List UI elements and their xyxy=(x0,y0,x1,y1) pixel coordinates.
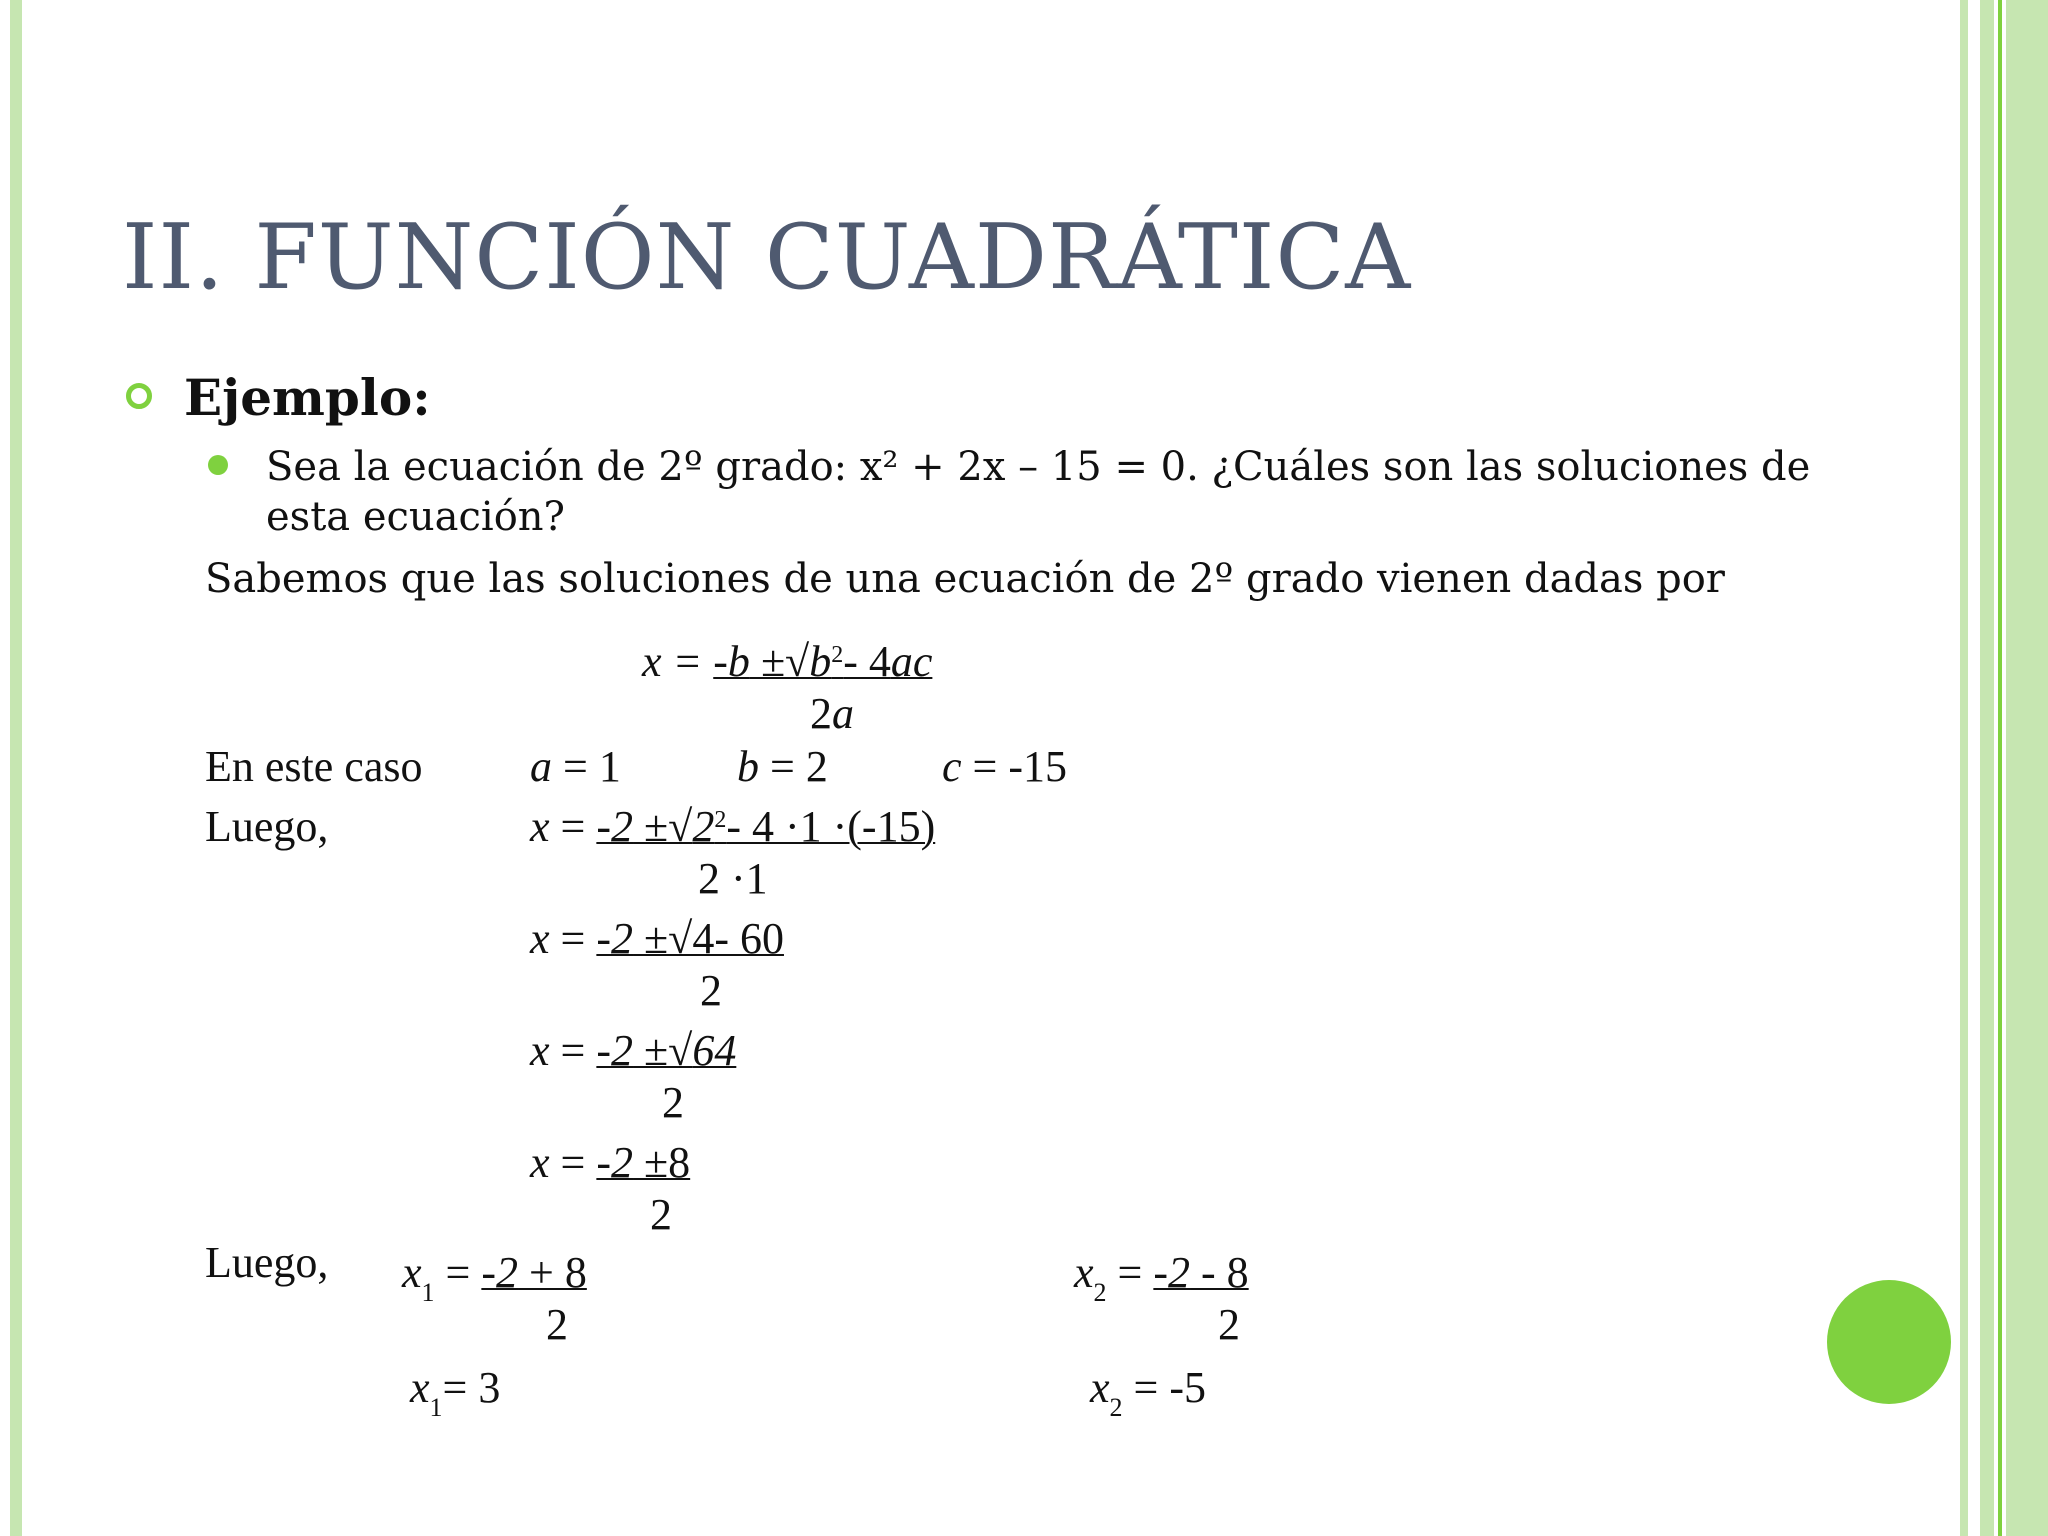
x1-result: $x_1= 3$ xyxy=(410,1363,501,1422)
coef-b: b = 2 xyxy=(737,742,828,791)
right-border-stripe-1 xyxy=(1960,0,1968,1536)
step3-numerator: x = -2 ±√64 xyxy=(530,1026,737,1075)
step4-numerator: x = -2 ±8 xyxy=(530,1138,691,1187)
right-border-stripe-4 xyxy=(2006,0,2048,1536)
luego-label-2: Luego, xyxy=(205,1238,329,1287)
general-formula-numerator: $x = -b \pm√b^2-$ 4ac xyxy=(642,637,933,686)
coef-a: a = 1 xyxy=(530,742,621,791)
coef-c: c = -15 xyxy=(942,742,1067,791)
bullet-text-line-2: esta ecuación? xyxy=(266,494,566,540)
luego-label-1: Luego, xyxy=(205,802,329,851)
x1-denominator: 2 xyxy=(546,1300,568,1349)
ring-bullet-icon xyxy=(126,383,152,409)
step2-denominator: 2 xyxy=(700,966,722,1015)
dot-bullet-icon xyxy=(208,455,228,475)
step1-denominator: 2 ·1 xyxy=(698,854,768,903)
step3-denominator: 2 xyxy=(662,1078,684,1127)
right-border-stripe-2 xyxy=(1980,0,1994,1536)
step4-denominator: 2 xyxy=(650,1190,672,1239)
x2-equation: $x_2 = -2 - 8$ xyxy=(1074,1248,1249,1307)
x2-denominator: 2 xyxy=(1218,1300,1240,1349)
left-border-stripe xyxy=(10,0,22,1536)
general-formula-denominator: 2a xyxy=(810,689,854,738)
example-heading: Ejemplo: xyxy=(184,368,431,427)
step2-numerator: x = -2 ±√4- 60 xyxy=(530,914,784,963)
right-border-stripe-3 xyxy=(1998,0,2002,1536)
x1-equation: $x_1 = -2 + 8$ xyxy=(402,1248,587,1307)
formula-lhs: x = xyxy=(642,637,703,686)
x2-result: $x_2 = -5$ xyxy=(1090,1363,1206,1422)
case-label: En este caso xyxy=(205,742,423,791)
decorative-green-circle xyxy=(1827,1280,1951,1404)
step1-numerator: $x = -2 \pm√2^2-$ 4 ·1 ·(-15) xyxy=(530,802,936,851)
bullet-text-line-1: Sea la ecuación de 2º grado: x² + 2x – 15 = 0. ¿Cuáles son las soluciones de xyxy=(266,444,1811,490)
slide-title: II. FUNCIÓN CUADRÁTICA xyxy=(122,205,1412,310)
intro-text: Sabemos que las soluciones de una ecuación de 2º grado vienen dadas por xyxy=(205,556,1725,602)
